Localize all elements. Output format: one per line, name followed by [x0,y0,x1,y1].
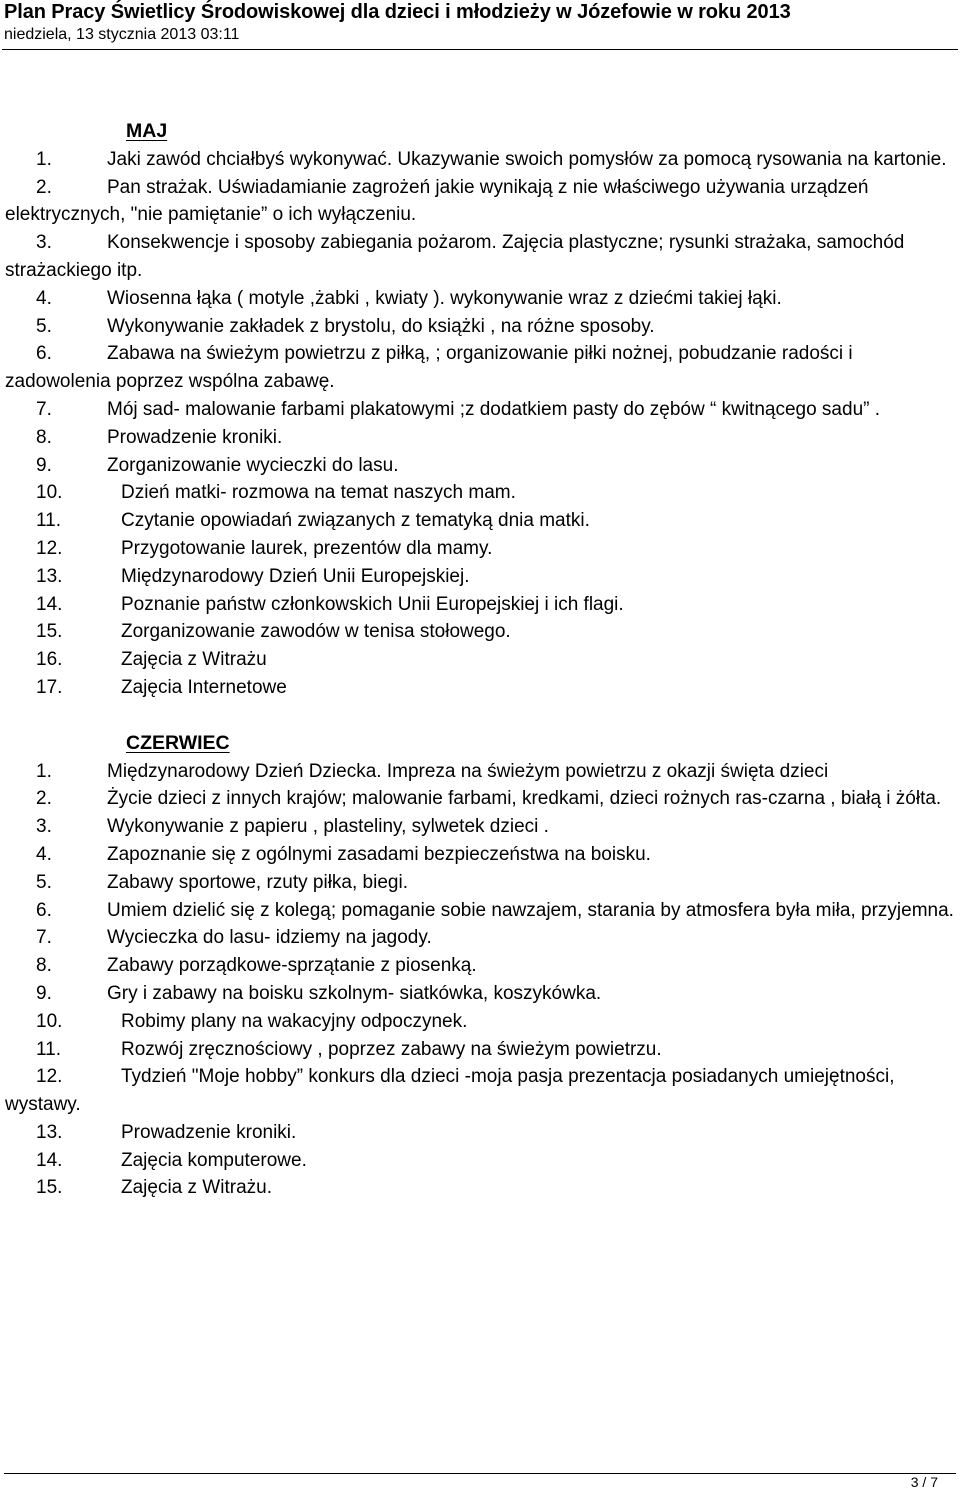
list-item-number: 8. [36,426,52,448]
list-item [5,952,955,980]
list-item-number: 4. [36,287,52,309]
list-item [5,535,955,563]
list-item-number: 15. [36,621,63,643]
list-item-number: 14. [36,593,63,615]
list-item-text: Tydzień "Moje hobby” konkurs dla dzieci -moja pasja prezentacja posiadanych umiejętności, wystawy. [5,1066,895,1116]
list-item-text: Pan strażak. Uświadamianie zagrożeń jakie wynikają z nie właściwego używania urządzeń elektrycznych, "nie pamiętanie” o ich wyłączeniu. [5,176,869,226]
list-item-text: Zajęcia z Witrażu. [121,1177,272,1199]
list-item [5,618,955,646]
list-item-number: 17. [36,676,63,698]
list-item-number: 13. [36,565,63,587]
list-item [5,1008,955,1036]
list-item [5,479,955,507]
list-item-number: 12. [36,1066,63,1088]
section-spacer [5,702,955,730]
list-item-text: Międzynarodowy Dzień Unii Europejskiej. [121,565,470,587]
list-item-number: 13. [36,1121,63,1143]
list-item [5,452,955,480]
list-item-number: 15. [36,1177,63,1199]
page-header-date: niedziela, 13 stycznia 2013 03:11 [4,26,240,43]
list-item-number: 1. [36,760,52,782]
list-item [5,813,955,841]
list-item-number: 3. [36,816,52,838]
list-item [5,591,955,619]
list-item-text: Prowadzenie kroniki. [121,1121,297,1143]
list-item-text: Międzynarodowy Dzień Dziecka. Impreza na świeżym powietrzu z okazji święta dzieci [107,760,829,782]
list-item-number: 3. [36,232,52,254]
list-item-number: 7. [36,398,52,420]
list-item-text: Zajęcia komputerowe. [121,1149,307,1171]
list-item-text: Wykonywanie zakładek z brystolu, do książki , na różne sposoby. [107,315,655,337]
list-item [5,841,955,869]
list-item [5,1147,955,1175]
list-item-text: Życie dzieci z innych krajów; malowanie farbami, kredkami, dzieci rożnych ras-czarna , białą i żółta. [107,788,942,810]
list-item-number: 4. [36,843,52,865]
list-item [5,785,955,813]
list-item [5,507,955,535]
list-item [5,1174,955,1202]
list-item-text: Zabawy porządkowe-sprzątanie z piosenką. [107,955,477,977]
list-item [5,424,955,452]
list-item-text: Mój sad- malowanie farbami plakatowymi ;z dodatkiem pasty do zębów “ kwitnącego sadu” . [107,398,881,420]
list-item-text: Prowadzenie kroniki. [107,426,283,448]
list-item-text: Zapoznanie się z ogólnymi zasadami bezpieczeństwa na boisku. [107,843,651,865]
document-body [5,118,955,1202]
list-item-number: 2. [36,788,52,810]
list-item-number: 6. [36,899,52,921]
list-item-number: 9. [36,454,52,476]
list-item-text: Czytanie opowiadań związanych z tematyką dnia matki. [121,510,590,532]
list-item-number: 7. [36,927,52,949]
list-item-number: 5. [36,315,52,337]
list-item [5,869,955,897]
list-item [5,146,955,174]
list-item-number: 10. [36,482,63,504]
list-item-number: 16. [36,649,63,671]
list-item-text: Wiosenna łąka ( motyle ,żabki , kwiaty ). wykonywanie wraz z dziećmi takiej łąki. [107,287,782,309]
list-item-number: 2. [36,176,52,198]
page-number: 3 / 7 [910,1474,938,1490]
list-item [5,1036,955,1064]
list-item-text: Przygotowanie laurek, prezentów dla mamy. [121,537,493,559]
list-item-text: Robimy plany na wakacyjny odpoczynek. [121,1010,468,1032]
list-item [5,674,955,702]
list-item-text: Dzień matki- rozmowa na temat naszych mam. [121,482,516,504]
list-item [5,396,955,424]
list-item [5,340,955,396]
footer-divider [4,1473,956,1474]
list-item [5,980,955,1008]
list-item-text: Zabawa na świeżym powietrzu z piłką, ; organizowanie piłki nożnej, pobudzanie radości i zadowolenia poprzez wspólna zabawę. [5,343,853,393]
list-item [5,1119,955,1147]
list-item [5,924,955,952]
list-item-text: Zabawy sportowe, rzuty piłka, biegi. [107,871,408,893]
header-divider [2,49,958,50]
list-item-text: Poznanie państw członkowskich Unii Europejskiej i ich flagi. [121,593,624,615]
list-item-text: Wykonywanie z papieru , plasteliny, sylwetek dzieci . [107,816,549,838]
list-item-text: Rozwój zręcznościowy , poprzez zabawy na świeżym powietrzu. [121,1038,662,1060]
list-item-text: Zajęcia z Witrażu [121,649,267,671]
list-item [5,646,955,674]
list-item [5,285,955,313]
list-item [5,174,955,230]
section-title: CZERWIEC [126,731,230,754]
list-item-number: 1. [36,148,52,170]
list-item [5,229,955,285]
list-item-number: 9. [36,982,52,1004]
list-item-number: 5. [36,871,52,893]
section-czerwiec [5,730,955,1203]
list-item [5,1063,955,1119]
list-item-text: Zorganizowanie wycieczki do lasu. [107,454,399,476]
list-item [5,758,955,786]
list-item-number: 10. [36,1010,63,1032]
list-item-text: Wycieczka do lasu- idziemy na jagody. [107,927,432,949]
list-item-text: Gry i zabawy na boisku szkolnym- siatkówka, koszykówka. [107,982,602,1004]
list-item-number: 11. [36,510,62,532]
list-item-text: Zajęcia Internetowe [121,676,287,698]
list-item [5,563,955,591]
list-item-number: 12. [36,537,63,559]
list-item-text: Zorganizowanie zawodów w tenisa stołowego. [121,621,511,643]
list-item-text: Jaki zawód chciałbyś wykonywać. Ukazywanie swoich pomysłów za pomocą rysowania na kartonie. [107,148,947,170]
list-item [5,313,955,341]
list-item-text: Konsekwencje i sposoby zabiegania pożarom. Zajęcia plastyczne; rysunki strażaka, samochód strażackiego itp. [5,232,905,281]
page-header-title: Plan Pracy Świetlicy Środowiskowej dla dzieci i młodzieży w Józefowie w roku 2013 [4,1,791,23]
list-item-number: 11. [36,1038,62,1060]
list-item [5,897,955,925]
section-title: MAJ [126,120,168,142]
list-item-number: 6. [36,343,52,365]
list-item-text: Umiem dzielić się z kolegą; pomaganie sobie nawzajem, starania by atmosfera była miła, przyjemna. [107,899,954,921]
list-item-number: 14. [36,1149,63,1171]
list-item-number: 8. [36,955,52,977]
section-maj [5,118,955,702]
